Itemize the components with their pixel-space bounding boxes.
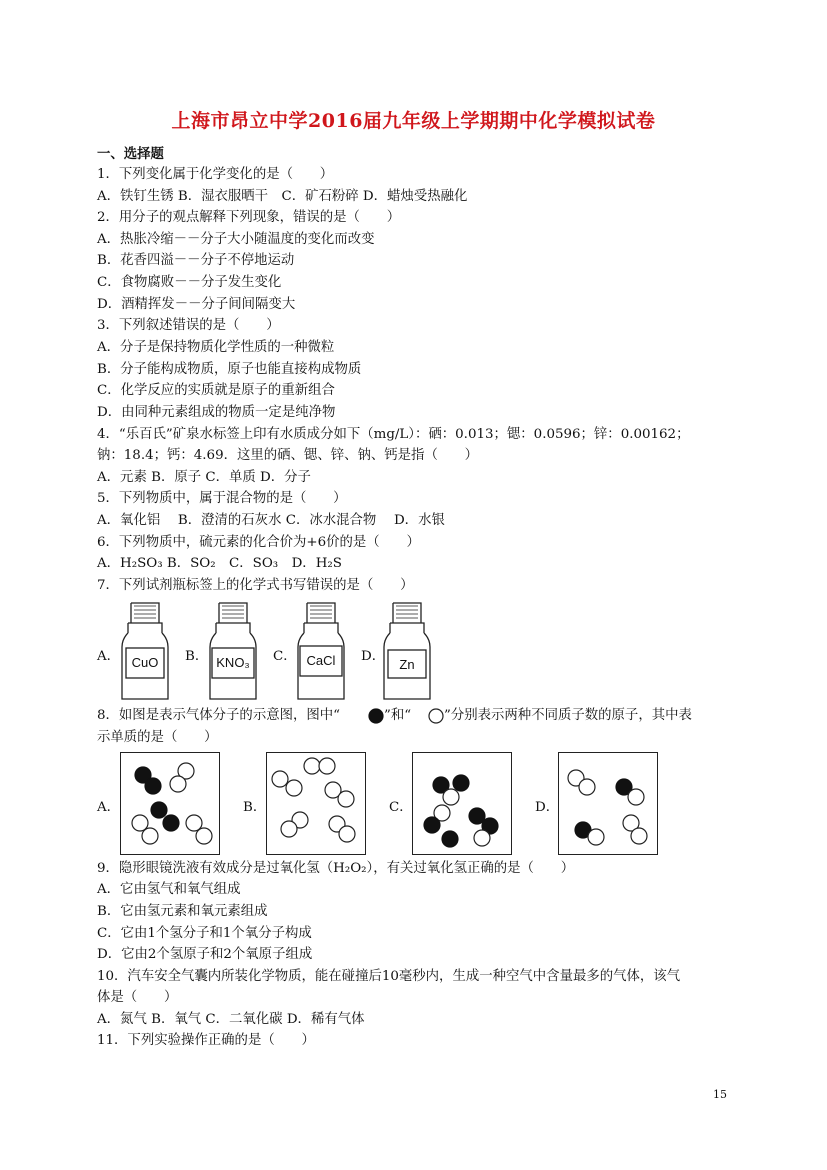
option-letter: B．: [243, 800, 267, 815]
text-line: 8．如图是表示气体分子的示意图，图中“: [97, 708, 341, 723]
text-line: C．化学反应的实质就是原子的重新组合: [97, 383, 335, 398]
text-line: A．H₂SO₃ B．SO₂ C．SO₃ D．H₂S: [97, 556, 342, 571]
page-number: 15: [713, 1088, 727, 1101]
text-line: 11．下列实验操作正确的是（ ）: [97, 1033, 315, 1048]
text-line: 5．下列物质中，属于混合物的是（ ）: [97, 491, 347, 506]
text-line: C．它由1个氢分子和1个氧分子构成: [97, 926, 312, 941]
text-line: A．氮气 B．氧气 C．二氧化碳 D．稀有气体: [97, 1012, 365, 1027]
text-line: 示单质的是（ ）: [97, 730, 218, 745]
bottle-label: CuO: [131, 655, 159, 670]
text-line: 6．下列物质中，硫元素的化合价为+6价的是（ ）: [97, 535, 420, 550]
molecule-group: [424, 775, 498, 847]
text-line: A．氧化铝 B．澄清的石灰水 C．冰水混合物 D．水银: [97, 513, 445, 528]
text-line: A．它由氢气和氧气组成: [97, 882, 241, 897]
bottle-label: KNO₃: [216, 655, 250, 670]
text-line: A．元素 B．原子 C．单质 D．分子: [97, 470, 311, 485]
molecule-group: [272, 758, 355, 842]
text-line: 体是（ ）: [97, 990, 178, 1005]
bottle-label: Zn: [399, 657, 415, 672]
molecule-group: [568, 770, 647, 845]
text-line: B．分子能构成物质，原子也能直接构成物质: [97, 362, 362, 377]
option-letter: B．: [185, 649, 209, 664]
text-line: A．热胀冷缩－－分子大小随温度的变化而改变: [97, 232, 375, 247]
text-line: C．食物腐败－－分子发生变化: [97, 275, 282, 290]
text-line: ”和“: [384, 708, 412, 723]
option-letter: C．: [389, 800, 413, 815]
text-line: A．分子是保持物质化学性质的一种微粒: [97, 340, 335, 355]
text-line: 4．“乐百氏”矿泉水标签上印有水质成分如下（mg/L）：硒：0.013；锶：0.0596；锌：0.00162；: [97, 427, 690, 442]
text-line: D．由同种元素组成的物质一定是纯净物: [97, 405, 336, 420]
section-heading: 一、选择题: [97, 146, 164, 162]
text-line: ”分别表示两种不同质子数的原子，其中表: [444, 708, 692, 723]
text-line: A．铁钉生锈 B．湿衣服晒干 C．矿石粉碎 D．蜡烛受热融化: [97, 189, 468, 204]
text-line: 7．下列试剂瓶标签上的化学式书写错误的是（ ）: [97, 578, 414, 593]
option-letter: A．: [97, 649, 121, 664]
option-letter: D．: [535, 800, 560, 815]
text-line: 10．汽车安全气囊内所装化学物质，能在碰撞后10毫秒内，生成一种空气中含量最多的气体，该气: [97, 969, 681, 984]
text-line: 钠：18.4；钙：4.69．这里的硒、锶、锌、钠、钙是指（ ）: [97, 448, 479, 463]
text-line: B．它由氢元素和氧元素组成: [97, 904, 268, 919]
option-letter: D．: [361, 649, 386, 664]
option-letter: A．: [97, 800, 121, 815]
page-title: 上海市昂立中学2016届九年级上学期期中化学模拟试卷: [171, 110, 656, 132]
text-line: 1．下列变化属于化学变化的是（ ）: [97, 167, 334, 182]
bottle-label: CaCl: [306, 653, 336, 668]
text-line: 2．用分子的观点解释下列现象，错误的是（ ）: [97, 210, 401, 225]
text-line: D．酒精挥发－－分子间间隔变大: [97, 297, 296, 312]
text-line: 9．隐形眼镜洗液有效成分是过氧化氢（H₂O₂），有关过氧化氢正确的是（ ）: [97, 861, 575, 876]
text-line: 3．下列叙述错误的是（ ）: [97, 318, 280, 333]
option-letter: C．: [273, 649, 297, 664]
text-line: B．花香四溢－－分子不停地运动: [97, 253, 295, 268]
molecule-group: [132, 763, 212, 844]
text-line: D．它由2个氢原子和2个氧原子组成: [97, 947, 313, 962]
